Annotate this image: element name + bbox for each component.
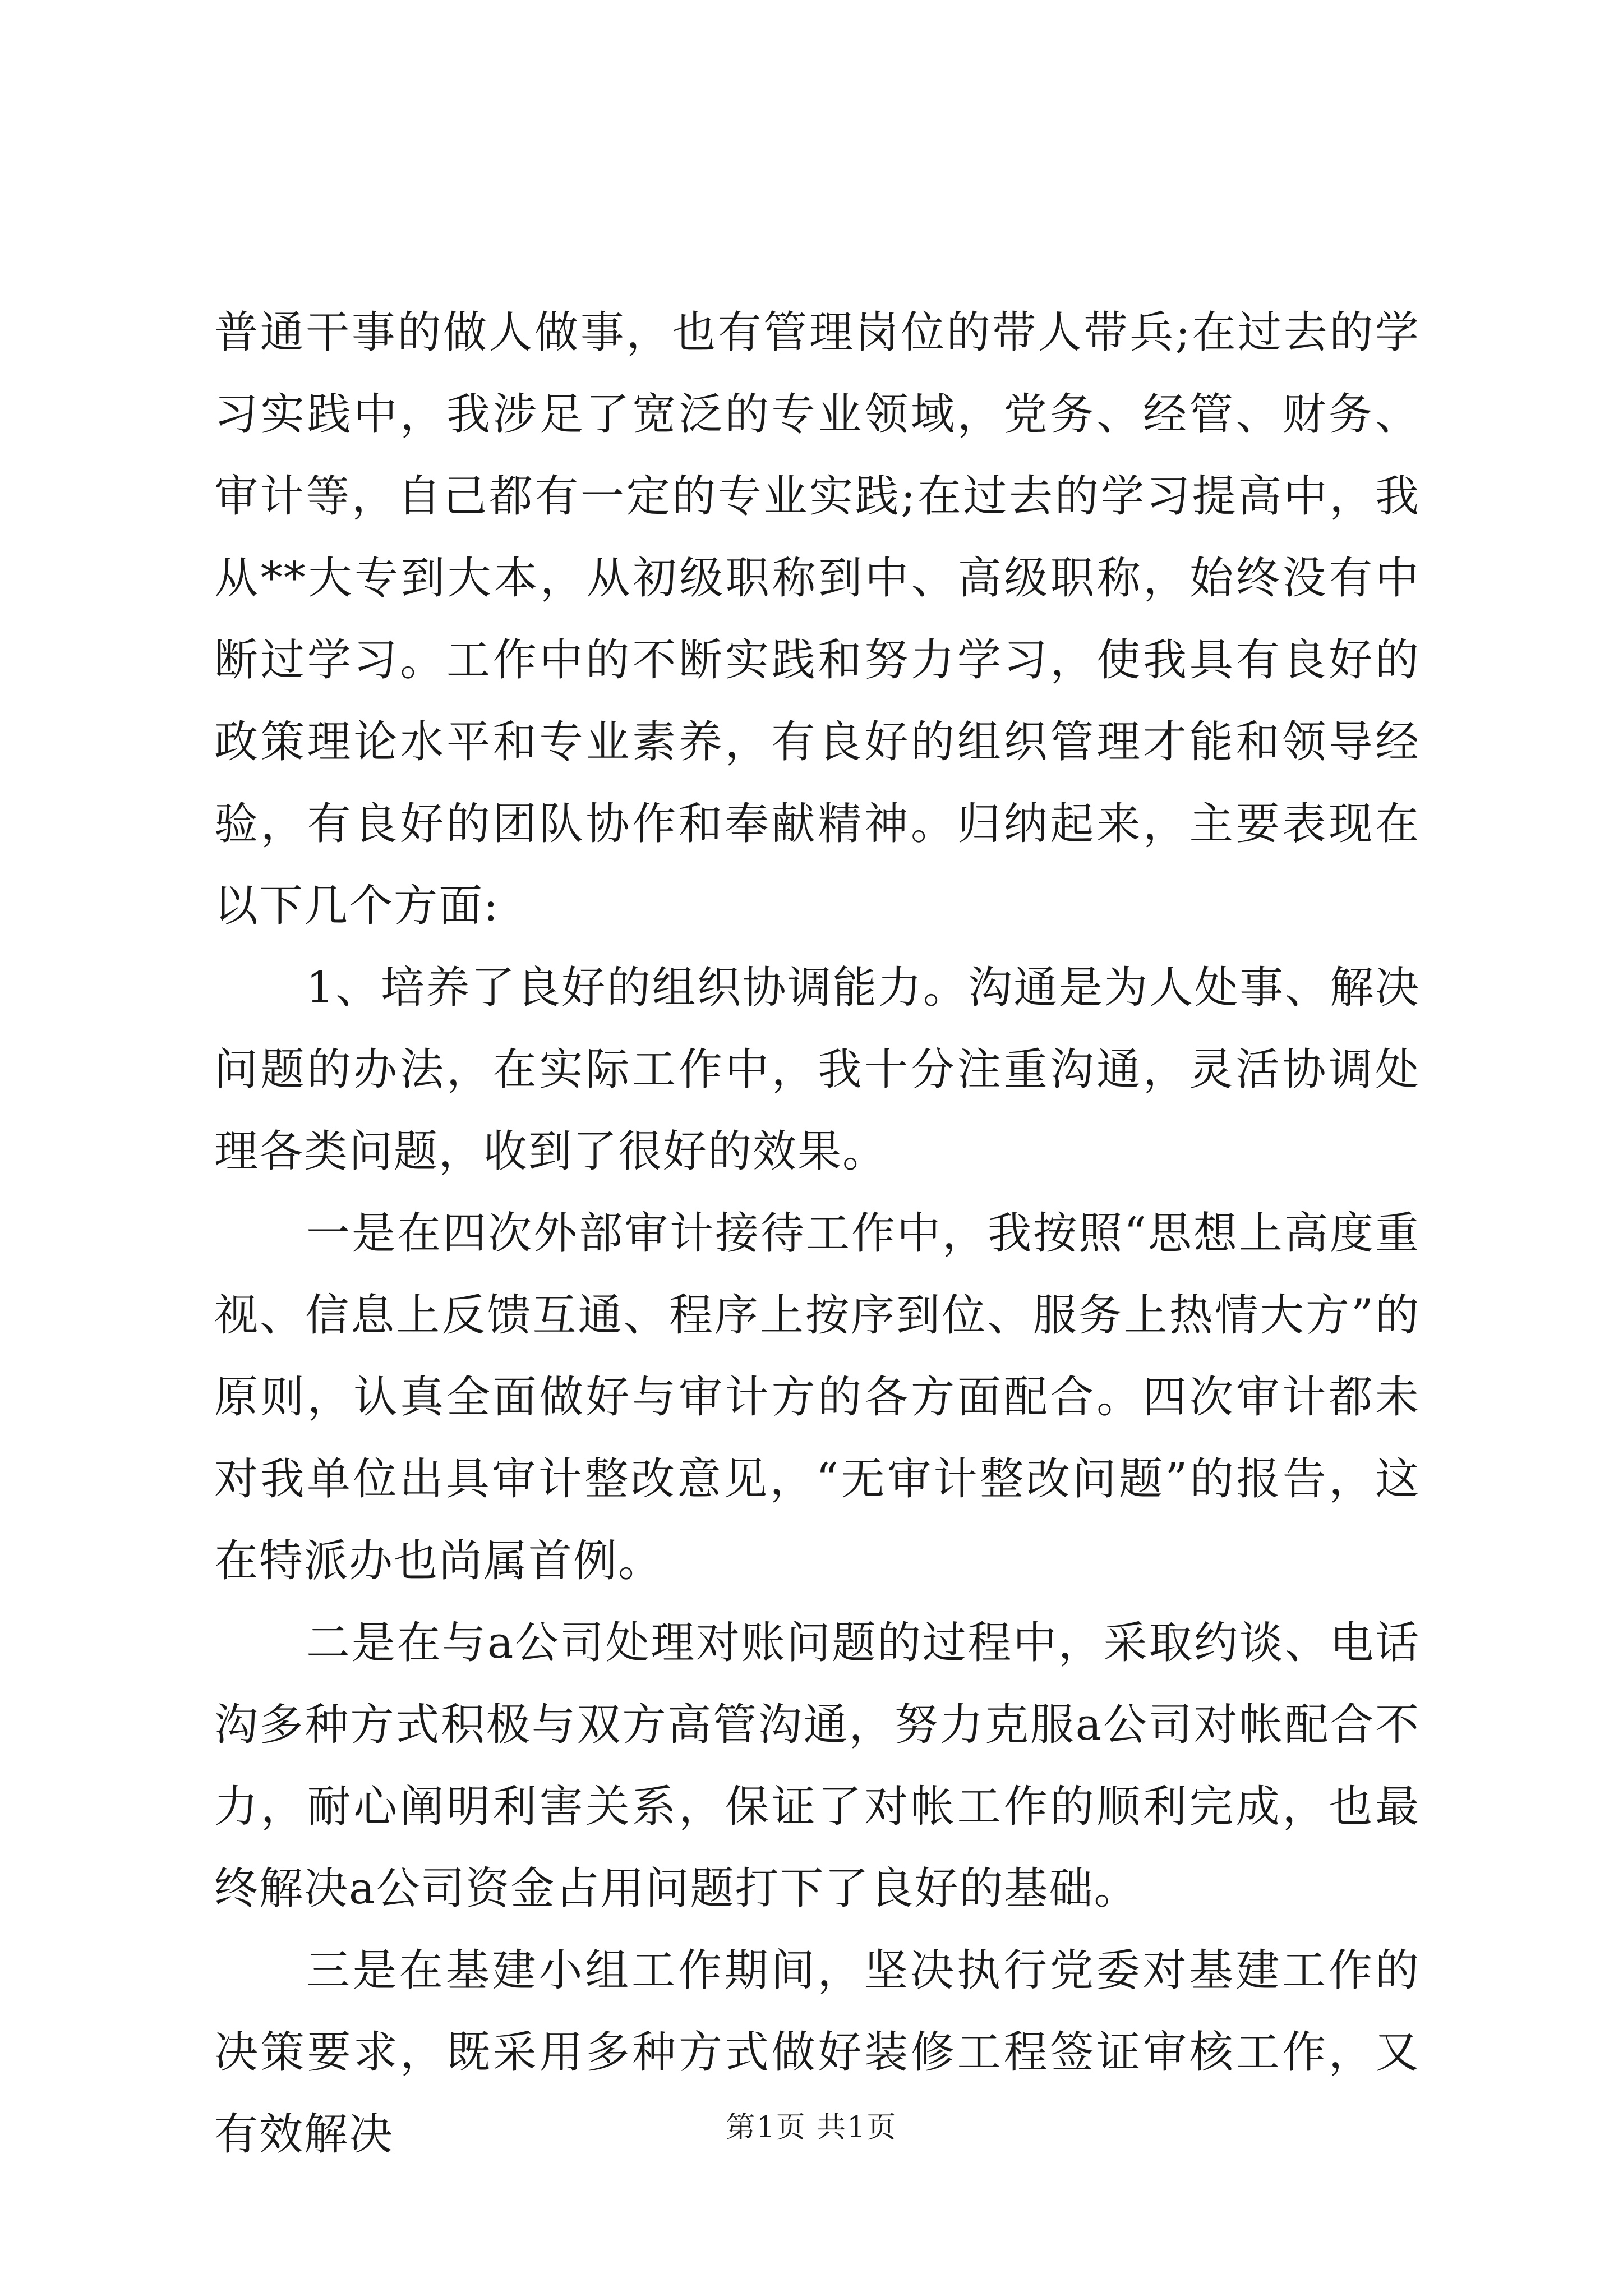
page-footer	[0, 2108, 1623, 2147]
document-body	[214, 292, 1420, 2175]
paragraph-item-three: 三是在基建小组工作期间，坚决执行党委对基建工作的决策要求，既采用多种方式做好装修工程签证审核工作，又有效解决	[214, 1945, 1420, 2160]
paragraph-item-two: 二是在与a公司处理对账问题的过程中，采取约谈、电话沟多种方式积极与双方高管沟通，努力克服a公司对帐配合不力，耐心阐明利害关系，保证了对帐工作的顺利完成，也最终解决a公司资金占用问题打下了良好的基础。	[214, 1618, 1420, 1914]
paragraph-item-one: 一是在四次外部审计接待工作中，我按照“思想上高度重视、信息上反馈互通、程序上按序到位、服务上热情大方”的原则，认真全面做好与审计方的各方面配合。四次审计都未对我单位出具审计整改意见，“无审计整改问题”的报告，这在特派办也尚属首例。	[214, 1208, 1420, 1586]
paragraph-point-1: 1、培养了良好的组织协调能力。沟通是为人处事、解决问题的办法，在实际工作中，我十分注重沟通，灵活协调处理各类问题，收到了很好的效果。	[214, 963, 1420, 1177]
paragraph-intro: 普通干事的做人做事，也有管理岗位的带人带兵;在过去的学习实践中，我涉足了宽泛的专业领域，党务、经管、财务、审计等，自己都有一定的专业实践;在过去的学习提高中，我从**大专到大本，从初级职称到中、高级职称，始终没有中断过学习。工作中的不断实践和努力学习，使我具有良好的政策理论水平和专业素养，有良好的组织管理才能和领导经验，有良好的团队协作和奉献精神。归纳起来，主要表现在以下几个方面:	[214, 307, 1420, 931]
page-number-indicator: 第1页 共1页	[726, 2111, 897, 2145]
